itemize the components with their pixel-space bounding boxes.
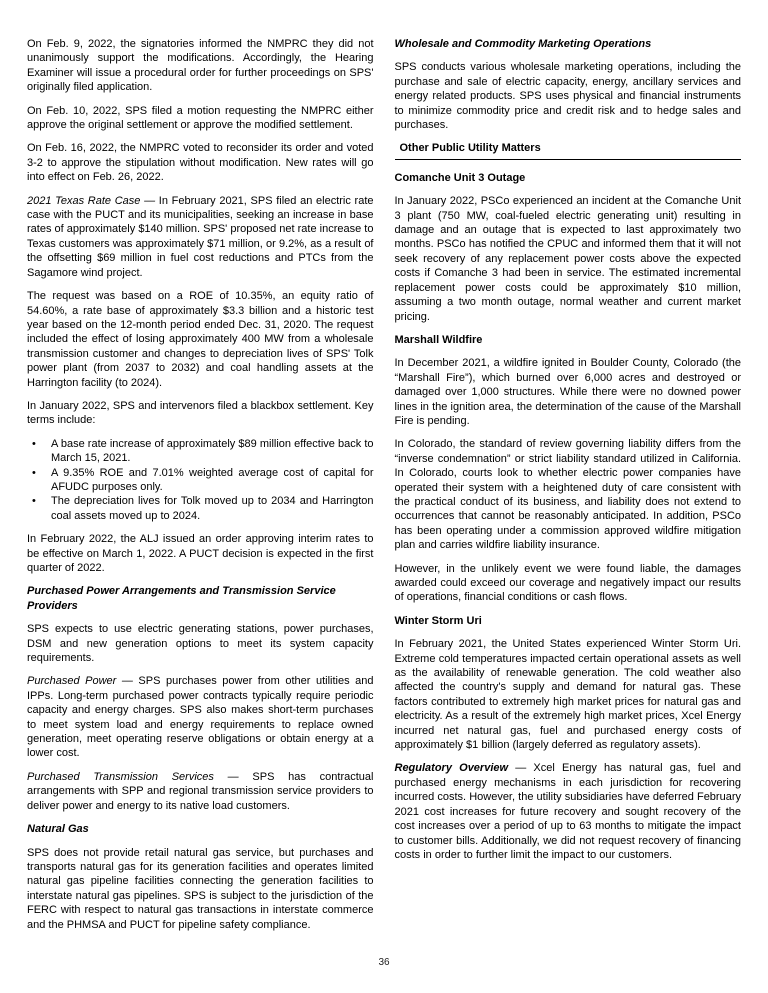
- paragraph: 2021 Texas Rate Case — In February 2021, SPS filed an electric rate case with the PUCT and its municipalities, seeking an increase in base rates of approximately $140 million. SPS' proposed net rate increase to Texas customers was approximately $71 million, or 9.2%, as a result of the offsetting $69 million in fuel cost reductions and PTCs from the Sagamore wind project.: [27, 194, 374, 279]
- bullet-item: • A 9.35% ROE and 7.01% weighted average cost of capital for AFUDC purposes only.: [27, 466, 374, 495]
- paragraph: In December 2021, a wildfire ignited in Boulder County, Colorado (the “Marshall Fire”), which burned over 6,000 acres and destroyed or damaged over 1,000 structures. While there were no downed power lines in the ignition area, the determination of the cause of the Marshall Fire is pending.: [394, 357, 741, 427]
- paragraph: In February 2022, the ALJ issued an order approving interim rates to be effective on March 1, 2022. A PUCT decision is expected in the first quarter of 2022.: [27, 533, 374, 574]
- two-column-layout: [27, 37, 741, 941]
- paragraph: In Colorado, the standard of review governing liability differs from the “inverse condemnation” or strict liability standard utilized in California. In Colorado, courts look to whether electric power companies have operated their system with a heightened duty of care consistent with the practical conduct of its business, and liability does not extend to occurrences that cannot be reasonably anticipated. In addition, PSCo has been operating under a commission approved wildfire mitigation plan and carries wildfire liability insurance.: [394, 438, 741, 552]
- paragraph: Regulatory Overview — Xcel Energy has natural gas, fuel and purchased energy mechanisms in each jurisdiction for recovering incurred costs. However, the utility subsidiaries have deferred February 2021 cost increases for future recovery and sought recovery of the cost increases over a period of up to 63 months to mitigate the impact to customer bills. Additionally, we did not request recovery of financing costs in order to further limit the impact to our customers.: [394, 762, 741, 861]
- paragraph: The request was based on a ROE of 10.35%, an equity ratio of 54.60%, a rate base of approximately $3.3 billion and a historic test year based on the 12-month period ended Dec. 31, 2020. The request included the effect of losing approximately 400 MW from a wholesale transmission customer and changes to depreciation lives of SPS' Tolk power plant (from 2037 to 2032) and coal handling assets at the Harrington facility (to 2024).: [27, 290, 374, 389]
- run-in-heading: Regulatory Overview: [394, 762, 509, 775]
- paragraph: In February 2021, the United States experienced Winter Storm Uri. Extreme cold temperatures impacted certain operational assets as well as the availability of renewable generation. The cold weather also affected the country's supply and demand for natural gas. These factors contributed to extremely high market prices for natural gas and electricity. As a result of the extremely high market prices, Xcel Energy incurred net natural gas, fuel and purchased energy costs of approximately $1 billion (largely deferred as regulatory assets).: [394, 638, 741, 752]
- bullet-list: [27, 437, 374, 523]
- paragraph: Purchased Transmission Services — SPS has contractual arrangements with SPP and regional transmission service providers to deliver power and energy to its native load customers.: [27, 770, 374, 812]
- run-in-heading: Purchased Transmission Services —: [27, 770, 239, 783]
- paragraph: SPS conducts various wholesale marketing operations, including the purchase and sale of electric capacity, energy, ancillary services and energy related products. SPS uses physical and financial instruments to minimize commodity price and credit risk and to hedge sales and purchases.: [394, 61, 741, 132]
- paragraph: However, in the unlikely event we were found liable, the damages awarded could exceed our coverage and negatively impact our results of operations, financial conditions or cash flows.: [394, 562, 741, 604]
- run-in-heading: Purchased Power —: [27, 675, 133, 688]
- paragraph: Purchased Power — SPS purchases power from other utilities and IPPs. Long-term purchased power contracts typically require periodic capacity and energy charges. SPS also makes short-term purchases to meet system load and energy requirements to replace owned generation, meet operating reserve obligations or obtain energy at a lower cost.: [27, 675, 374, 760]
- run-in-heading: 2021 Texas Rate Case —: [27, 194, 156, 207]
- section-heading: Natural Gas: [27, 823, 89, 836]
- section-heading: Purchased Power Arrangements and Transmission Service Providers: [27, 585, 336, 612]
- paragraph: On Feb. 9, 2022, the signatories informed the NMPRC they did not unanimously support the modifications. Accordingly, the Hearing Examiner will issue a procedural order for further proceedings on SPS' originally filed application.: [27, 38, 374, 94]
- section-heading: Comanche Unit 3 Outage: [394, 171, 526, 184]
- underlined-section-header: Other Public Utility Matters: [395, 141, 742, 159]
- bullet-item: • A base rate increase of approximately $89 million effective back to March 15, 2021.: [27, 437, 374, 466]
- paragraph: In January 2022, SPS and intervenors filed a blackbox settlement. Key terms include:: [27, 399, 374, 427]
- right-column: [395, 37, 742, 941]
- section-heading: Winter Storm Uri: [394, 614, 482, 627]
- bullet-item: • The depreciation lives for Tolk moved up to 2034 and Harrington coal assets moved up to 2024.: [27, 494, 374, 523]
- paragraph: On Feb. 16, 2022, the NMPRC voted to reconsider its order and voted 3-2 to approve the stipulation without modification. New rates will go into effect on Feb. 26, 2022.: [27, 142, 374, 184]
- paragraph: SPS expects to use electric generating stations, power purchases, DSM and new generation options to meet its system capacity requirements.: [27, 623, 374, 665]
- paragraph: SPS does not provide retail natural gas service, but purchases and transports natural gas for its generation facilities and operates limited natural gas pipeline facilities connecting the generation facilities to interstate natural gas pipelines. SPS is subject to the jurisdiction of the FERC with respect to natural gas transactions in interstate commerce and the PHMSA and PUCT for pipeline safety compliance.: [27, 846, 374, 931]
- page-number: 36: [378, 957, 390, 968]
- section-heading: Wholesale and Commodity Marketing Operations: [394, 38, 652, 50]
- section-heading: Marshall Wildfire: [394, 333, 483, 346]
- left-column: [27, 37, 374, 941]
- paragraph: In January 2022, PSCo experienced an incident at the Comanche Unit 3 plant (750 MW, coal-fueled electric generating unit) resulting in damage and an outage that is expected to last approximately two months. PSCo has notified the CPUC and informed them that it will not seek recovery of any replacement power costs above the expected costs if Comanche 3 had been in service. The estimated incremental replacement power costs could be approximately $10 million, assuming a two month outage, normal weather and current market pricing.: [394, 195, 741, 323]
- paragraph: On Feb. 10, 2022, SPS filed a motion requesting the NMPRC either approve the original settlement or approve the modified settlement.: [27, 104, 374, 132]
